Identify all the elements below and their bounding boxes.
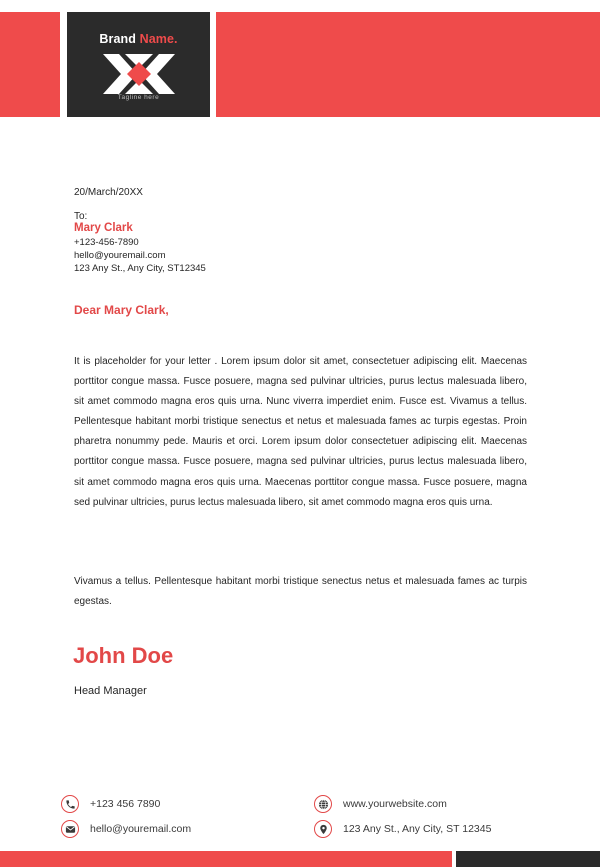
recipient-phone: +123-456-7890: [74, 237, 139, 248]
phone-icon: [61, 795, 79, 813]
footer-email-text: hello@youremail.com: [90, 823, 192, 835]
recipient-name: Mary Clark: [74, 222, 133, 234]
signature-title: Head Manager: [74, 685, 147, 697]
footer-accent-bar: [0, 851, 452, 867]
globe-icon: [314, 795, 332, 813]
body-paragraph-2: Vivamus a tellus. Pellentesque habitant morbi tristique senectus netus et malesuada fames ac turpis egestas.: [74, 576, 527, 608]
salutation: Dear Mary Clark,: [74, 303, 169, 317]
letter-date: 20/March/20XX: [74, 187, 143, 198]
brand-name: [67, 32, 210, 46]
body-paragraph-1: It is placeholder for your letter . Lorem ipsum dolor sit amet, consectetuer adipiscing elit. Maecenas porttitor congue massa. Fusce posuere, magna sed pulvinar ultricies, purus lectus malesuada libero, sit amet commodo magna eros quis urna. Nunc viverra imperdiet enim. Fusce est. Vivamus a tellus. Pellentesque habitant morbi tristique senectus et netus et malesuada fames ac turpis egestas. Proin pharetra nonummy pede. Mauris et orci. Lorem ipsum dolor consectetuer adipiscing elit. Maecenas porttitor congue massa. Fusce posuere, magna sed pulvinar ultricies, purus lectus malesuada libero, sit amet commodo magna eros quis urna. Maecenas porttitor congue massa. Fusce posuere, magna sed pulvinar ultricies, purus lectus malesuada libero, sit amet commodo magna eros quis urna.: [74, 356, 527, 508]
footer-website: [314, 795, 447, 813]
location-pin-icon: [314, 820, 332, 838]
brand-tagline: Tagline here: [117, 94, 160, 101]
footer-website-text: www.yourwebsite.com: [343, 798, 447, 810]
header-left-bar: [0, 12, 60, 117]
brand-logo-icon: [101, 52, 177, 96]
brand-logo-block: [67, 12, 210, 117]
footer-dark-bar: [456, 851, 600, 867]
header-right-bar: [216, 12, 600, 117]
footer-phone-text: +123 456 7890: [90, 798, 161, 810]
footer-phone: [61, 795, 160, 813]
brand-name-prefix: Brand: [99, 32, 136, 46]
footer-email: [61, 820, 191, 838]
signature-name: John Doe: [73, 643, 174, 668]
brand-name-accent: Name.: [139, 32, 178, 46]
to-label: To:: [74, 211, 88, 222]
recipient-email: hello@youremail.com: [74, 250, 166, 261]
mail-icon: [61, 820, 79, 838]
footer-address-text: 123 Any St., Any City, ST 12345: [343, 823, 492, 835]
footer-address: [314, 820, 491, 838]
recipient-address: 123 Any St., Any City, ST12345: [74, 263, 206, 274]
